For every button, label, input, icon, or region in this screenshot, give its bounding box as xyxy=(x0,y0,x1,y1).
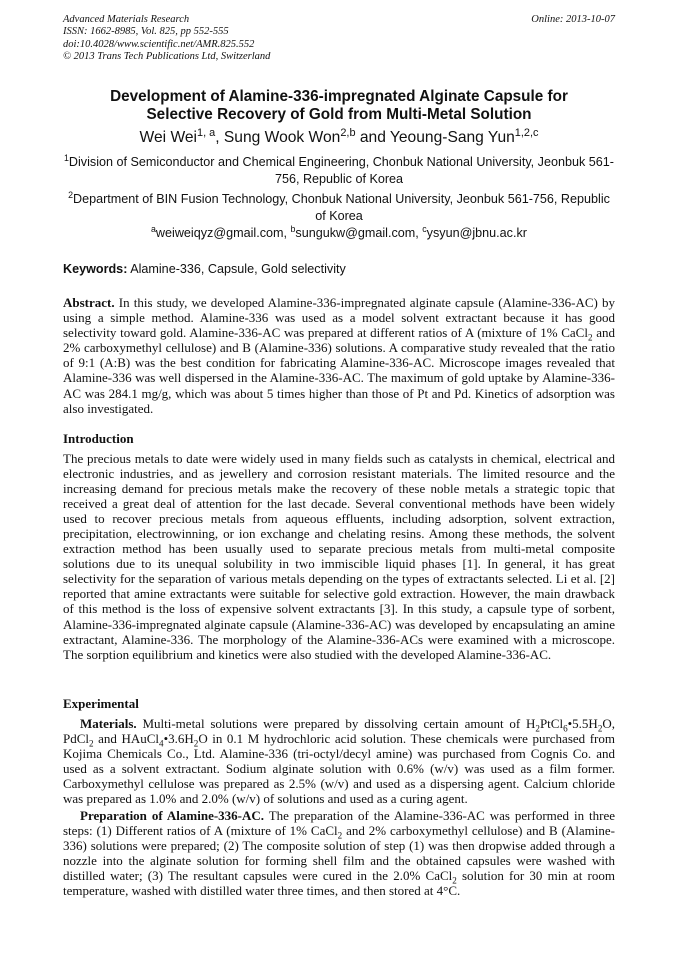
formula-sub: 2 xyxy=(337,830,343,841)
materials-text: and HAuCl xyxy=(93,731,160,747)
paper-title xyxy=(63,88,615,124)
preparation-label: Preparation of Alamine-336-AC. xyxy=(80,808,265,823)
formula-sub: 2 xyxy=(535,723,540,734)
online-date: Online: 2013-10-07 xyxy=(531,14,615,25)
title-line-2: Selective Recovery of Gold from Multi-Metal Solution xyxy=(146,106,532,123)
materials-text: O in 0.1 M hydrochloric acid solution. These chemicals were purchased from Kojima Chemicals Co., Ltd. Alamine-336 (tri-octyl/decyl amine) was purchased from Cognis Co. and used as a solvent extractant. Sodium alginate solution with 0.6% (w/v) was used as a film former. Carboxymethyl cellulose was prepared as 2.5% (w/v) and used as a dispersing agent. Calcium chloride was prepared as 1.0% and 2.0% (w/v) of solutions and used as a curing agent. xyxy=(63,731,615,807)
email-a: weiweiqyz@gmail.com, xyxy=(155,226,291,240)
issn-line: ISSN: 1662-8985, Vol. 825, pp 552-555 xyxy=(63,26,229,38)
affiliation-2-text: Department of BIN Fusion Technology, Chonbuk National University, Jeonbuk 561-756, Republic of Korea xyxy=(72,192,610,223)
title-line-1: Development of Alamine-336-impregnated Alginate Capsule for xyxy=(110,88,568,105)
formula-sub: 2 xyxy=(193,738,199,749)
page-header xyxy=(63,14,615,64)
keywords xyxy=(63,262,615,276)
introduction-heading: Introduction xyxy=(63,431,134,446)
abstract xyxy=(63,295,615,416)
abstract-sub-1: 2 xyxy=(587,332,593,343)
author-2-sup: 2,b xyxy=(340,126,356,139)
journal-name: Advanced Materials Research xyxy=(63,14,190,25)
materials-label: Materials. xyxy=(80,716,137,731)
affiliation-1 xyxy=(63,154,615,187)
experimental-heading: Experimental xyxy=(63,696,139,711)
preparation-text: and 2% carboxymethyl cellulose) and B (Alamine-336) solutions were prepared; (2) The composite solution of step (1) was then dropwise added through a nozzle into the alginate solution for forming shell film and the obtained capsules were washed with distilled water; (3) The resultant capsules were cured in the 2.0% CaCl xyxy=(63,823,615,884)
email-b-sup: b xyxy=(290,223,296,234)
copyright-line: © 2013 Trans Tech Publications Ltd, Switzerland xyxy=(63,51,271,63)
author-3-sup: 1,2,c xyxy=(514,126,539,139)
materials-text: •5.5H xyxy=(567,716,598,731)
email-c-sup: c xyxy=(422,223,427,234)
keywords-text: Alamine-336, Capsule, Gold selectivity xyxy=(127,262,346,276)
affiliation-2-num: 2 xyxy=(68,189,73,200)
email-list xyxy=(63,223,615,240)
email-b: sungukw@gmail.com, xyxy=(295,226,423,240)
preparation-paragraph xyxy=(63,808,615,898)
formula-sub: 2 xyxy=(452,875,457,886)
email-c: ysyun@jbnu.ac.kr xyxy=(426,226,527,240)
formula-sub: 2 xyxy=(597,723,603,734)
author-sep-2: and Yeoung-Sang Yun xyxy=(355,129,515,146)
materials-text: •3.6H xyxy=(163,731,194,747)
formula-sub: 4 xyxy=(159,738,164,749)
materials-text: Multi-metal solutions were prepared by dissolving certain amount of H xyxy=(136,716,536,731)
materials-text: PtCl xyxy=(539,716,564,731)
author-list xyxy=(63,128,615,147)
keywords-label: Keywords: xyxy=(63,262,128,276)
formula-sub: 6 xyxy=(563,723,568,734)
author-sep-1: , Sung Wook Won xyxy=(215,129,341,146)
abstract-text-1: In this study, we developed Alamine-336-impregnated alginate capsule (Alamine-336-AC) by using a simple method. Alamine-336 was used as a model solvent extractant because it has good selectivity toward gold. Alamine-336-AC was prepared at different ratios of A (mixture of 1% CaCl xyxy=(63,295,615,341)
author-1-sup: 1, a xyxy=(197,126,216,139)
materials-paragraph xyxy=(63,716,615,806)
abstract-text-2: and 2% carboxymethyl cellulose) and B (Alamine-336) solutions. A comparative study revealed that the ratio of 9:1 (A:B) was the best condition for fabricating Alamine-336-AC. Microscope images revealed that Alamine-336 was well dispersed in the Alamine-336-AC. The maximum of gold uptake by Alamine-336-AC was 284.1 mg/g, which was about 5 times higher than those of Pt and Pd. Kinetics of adsorption was also investigated. xyxy=(63,325,615,416)
affiliation-2 xyxy=(63,191,615,224)
introduction-text: The precious metals to date were widely used in many fields such as catalysts in chemical, electrical and electronic industries, and as jewellery and corrosion resistant materials. The limited resource and the increasing demand for precious metals make the recovery of these noble metals a strategic topic that received a great deal of attention for the last decade. Several conventional methods have been widely used to recover precious metals from aqueous effluents, including adsorption, solvent extraction, precipitation, electrowinning, or ion exchange and chelating resins. Among these methods, the solvent extraction method has been usually used to separate precious metals from multi-metal composite solutions due to its unequal solubility in two immiscible liquid phases [1]. In general, it has great selectivity for the separation of various metals depending on the types of extractants selected. Li et al. [2] reported that amine extractants were suitable for selective gold extraction. However, the main drawback of this method is the loss of expensive solvent extractants [3]. In this study, a capsule type of sorbent, Alamine-336-impregnated alginate capsule (Alamine-336-AC) was developed by encapsulating an amine extractant, Alamine-336. The morphology of the Alamine-336-ACs were examined with a microscope. The sorption equilibrium and kinetics were also studied with the developed Alamine-336-AC. xyxy=(63,451,615,662)
affiliation-1-num: 1 xyxy=(64,152,69,163)
formula-sub: 2 xyxy=(89,738,94,749)
materials-text: O, PdCl xyxy=(63,716,615,747)
doi-line: doi:10.4028/www.scientific.net/AMR.825.552 xyxy=(63,38,255,50)
abstract-label: Abstract. xyxy=(63,295,115,310)
author-1: Wei Wei xyxy=(139,129,198,146)
email-a-sup: a xyxy=(151,223,156,234)
affiliation-1-text: Division of Semiconductor and Chemical Engineering, Chonbuk National University, Jeonbuk 561-756, Republic of Korea xyxy=(68,155,614,186)
preparation-text: The preparation of the Alamine-336-AC was performed in three steps: (1) Different ratios of A (mixture of 1% CaCl xyxy=(63,808,616,839)
preparation-text: solution for 30 min at room temperature, washed with distilled water three times, and then stored at 4°C. xyxy=(63,868,615,899)
